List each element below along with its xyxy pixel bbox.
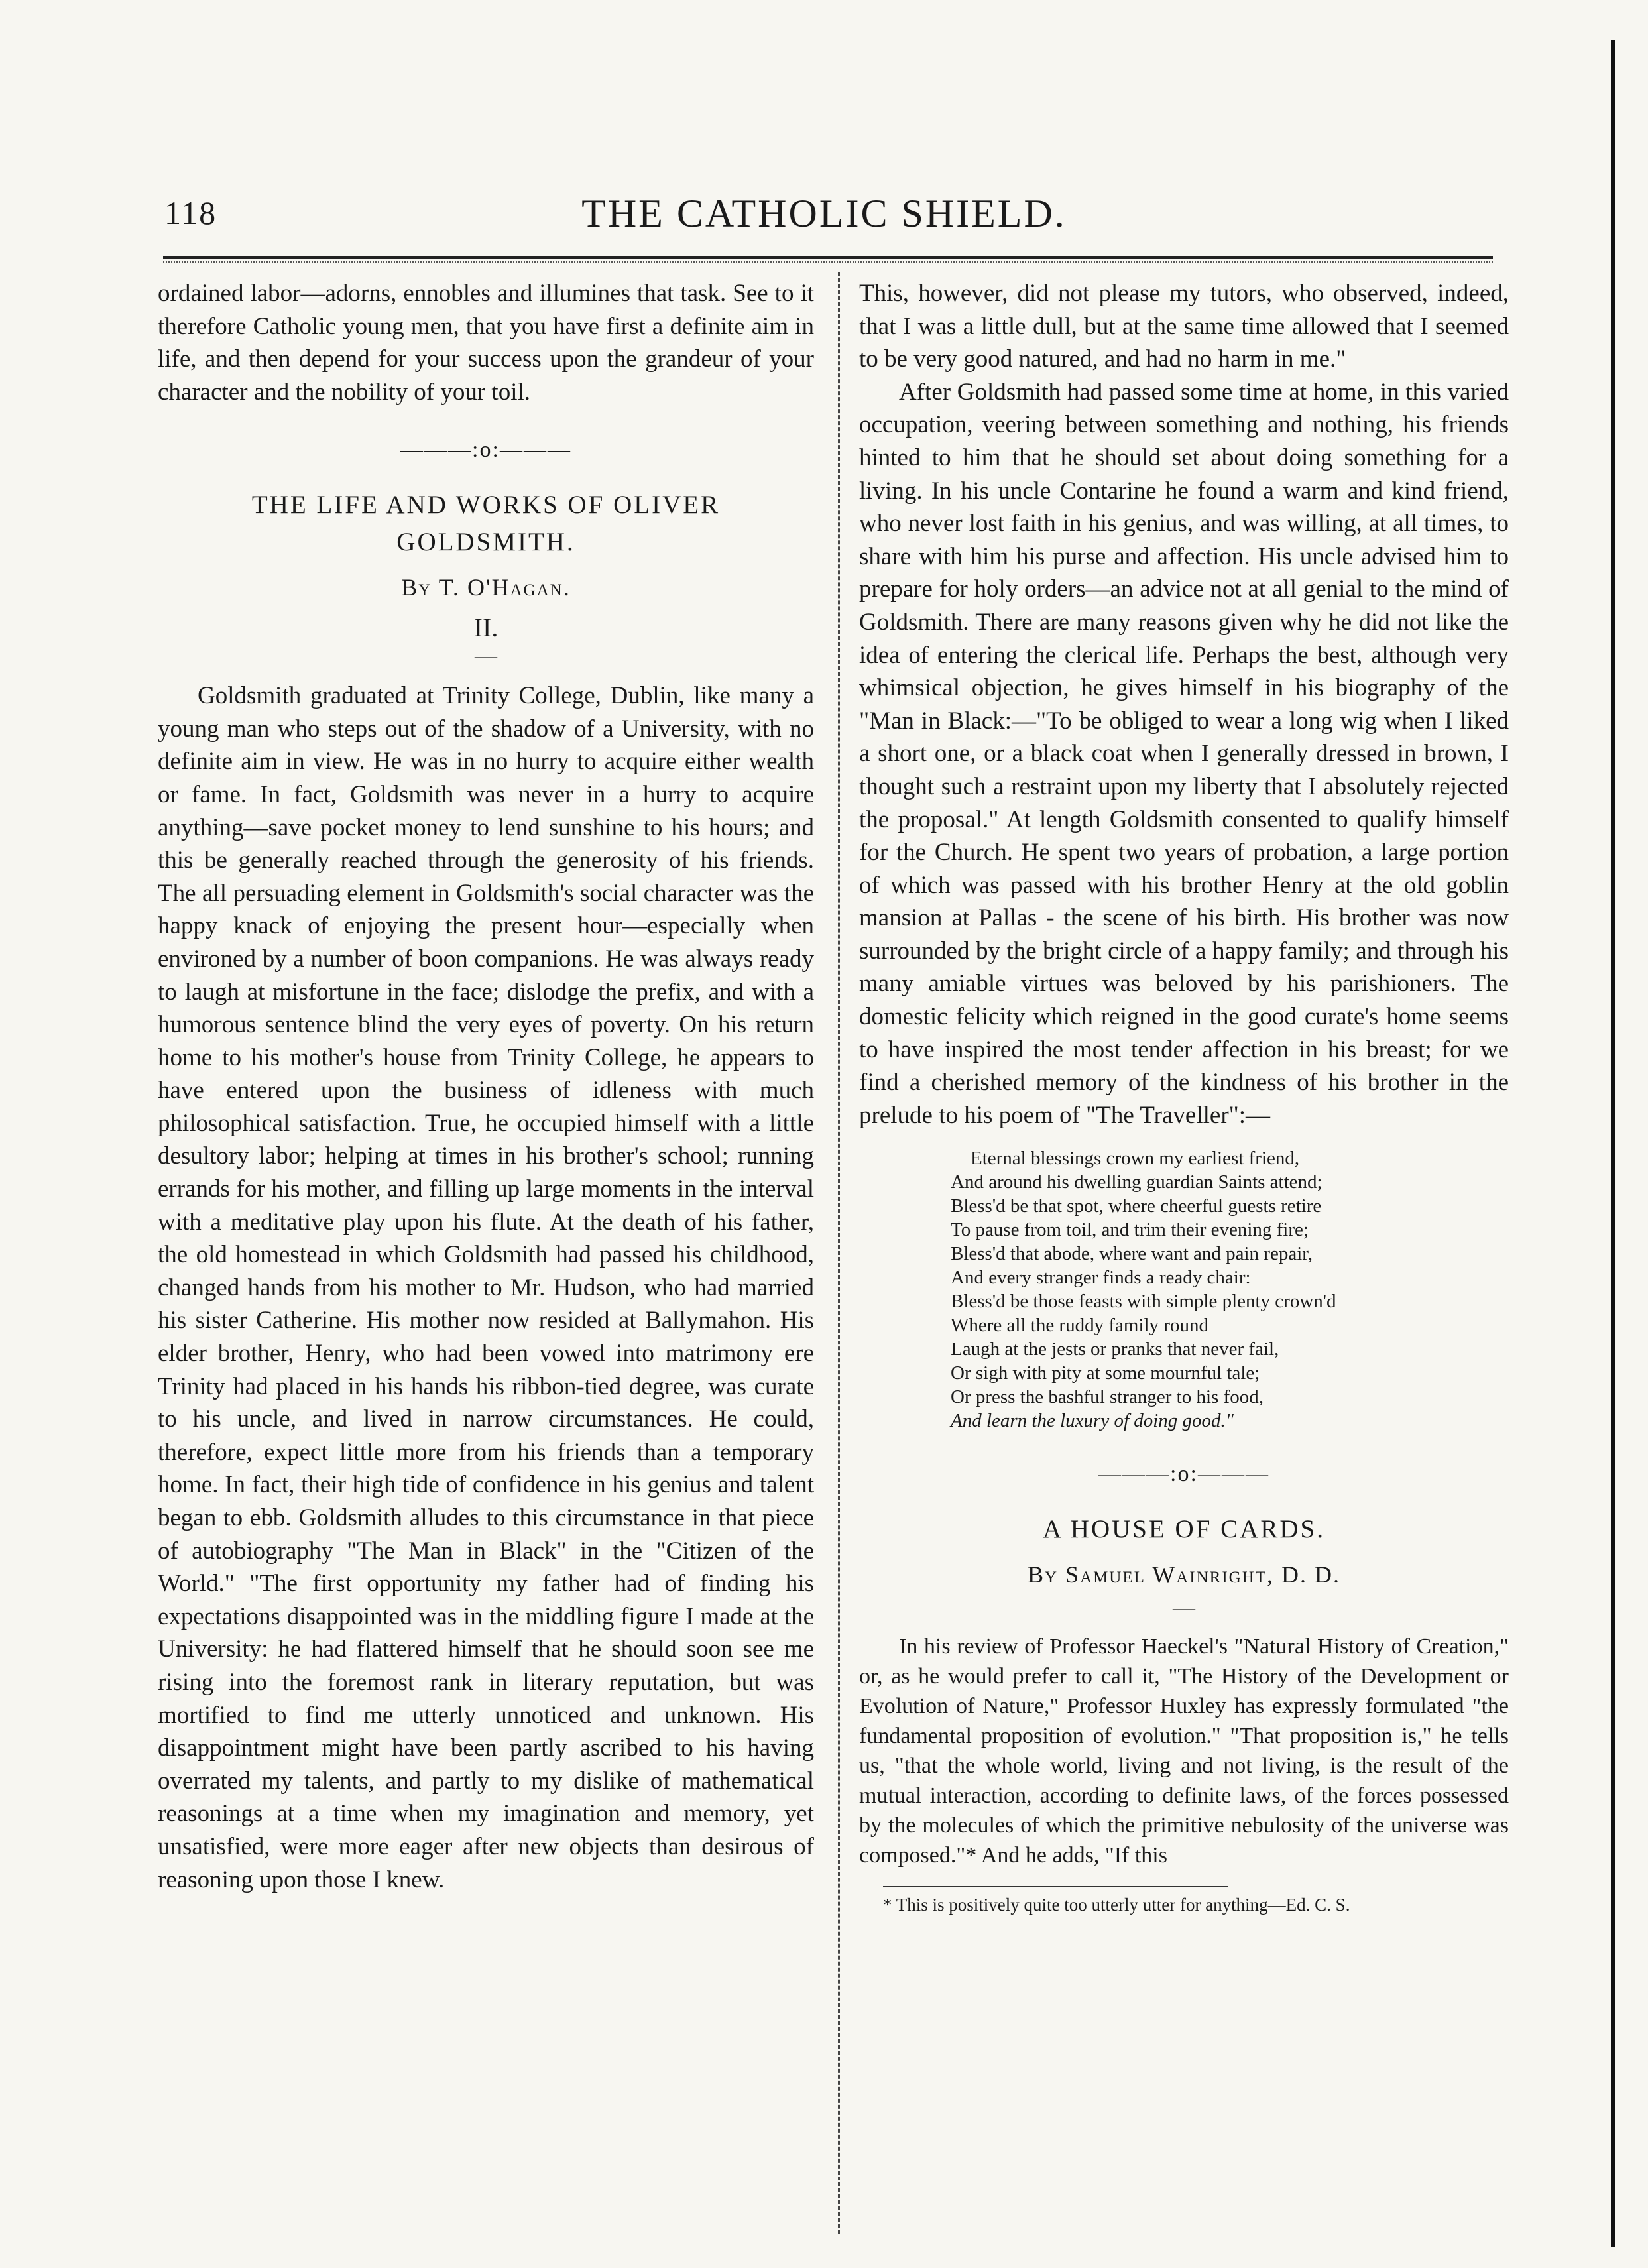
- page-number: 118: [164, 194, 217, 231]
- section-separator: ———:o:———: [400, 438, 571, 463]
- article-title: THE LIFE AND WORKS OF OLIVER GOLDSMITH.: [251, 490, 721, 556]
- poem-quote: [951, 1146, 1509, 1433]
- footnote-rule: [883, 1886, 1228, 1887]
- poem-line: To pause from toil, and trim their evening fire;: [951, 1219, 1309, 1241]
- article-byline: By T. O'Hagan.: [401, 573, 571, 601]
- article-body: Goldsmith graduated at Trinity College, Dublin, like many a young man who steps out of the shadow of a University, with no definite aim in view. He was in no hurry to acquire either wealth or fame. In fact, Goldsmith was never in a hurry to acquire anything—save pocket money to lend sunshine to his hours; and this be generally reached through the generosity of his friends. The all persuading element in Goldsmith's social character was the happy knack of enjoying the present hour—especially when environed by a number of boon companions. He was always ready to laugh at misfortune in the face; dislodge the prefix, and with a humorous sentence blind the very eyes of poverty. On his return home to his mother's house from Trinity College, he appears to have entered upon the business of idleness with much philosophical satisfaction. True, he occupied himself with a little desultory labor; helping at times in his brother's school; running errands for his mother, and filling up large moments in the interval with a meditative play upon his flute. At the death of his father, the old homestead in which Goldsmith had passed his childhood, changed hands from his mother to Mr. Hudson, who had married his sister Catherine. His mother now resided at Ballymahon. His elder brother, Henry, who had been vowed into matrimony ere Trinity had placed in his hands his ribbon-tied degree, was curate to his uncle, and lived in narrow circumstances. He could, therefore, expect little more from his friends than a temporary home. In fact, their high tide of confidence in his genius and talent began to ebb. Goldsmith alludes to this circumstance in that piece of autobiography "The Man in Black" in the "Citizen of the World." "The first opportunity my father had of finding his expectations disappointed was in the middling figure I made at the University: he had flattered himself that he should soon see me rising into the foremost rank in literary reputation, but was mortified to find me utterly unnoticed and unknown. His disappointment might have been partly ascribed to his having overrated my talents, and partly to my dislike of mathematical reasonings at a time when my imagination and memory, yet unsatisfied, were more eager after new objects than desirous of reasoning upon those I knew.: [158, 682, 814, 1893]
- poem-line: And every stranger finds a ready chair:: [951, 1267, 1251, 1289]
- footnote: * This is positively quite too utterly utter for anything—Ed. C. S.: [883, 1894, 1350, 1915]
- article-title: A HOUSE OF CARDS.: [1043, 1515, 1325, 1544]
- left-column: [158, 277, 814, 1896]
- article-body: In his review of Professor Haeckel's "Natural History of Creation," or, as he would prefer to call it, "The History of the Development or Evolution of Nature," Professor Huxley has expressly formulated "the fundamental proposition of evolution." "That proposition is," he tells us, "that the whole world, living and not living, is the result of the mutual interaction, according to definite laws, of the forces possessed by the molecules of which the primitive nebulosity of the universe was composed."* And he adds, "If this: [859, 1634, 1509, 1868]
- title-dash: —: [475, 644, 497, 669]
- poem-line: And around his dwelling guardian Saints attend;: [951, 1171, 1323, 1193]
- poem-line: Bless'd be that spot, where cheerful guests retire: [951, 1195, 1322, 1217]
- poem-line: Or sigh with pity at some mournful tale;: [951, 1362, 1260, 1384]
- part-numeral: II.: [473, 612, 499, 642]
- poem-line: And learn the luxury of doing good.": [951, 1410, 1234, 1432]
- opening-paragraph: ordained labor—adorns, ennobles and illumines that task. See to it therefore Catholic young men, that you have first a definite aim in life, and then depend for your success upon the grandeur of your character and the nobility of your toil.: [158, 280, 814, 406]
- poem-line: Bless'd be those feasts with simple plenty crown'd: [951, 1291, 1336, 1313]
- header-rule: [163, 256, 1493, 259]
- binding-edge-line: [1611, 40, 1615, 2247]
- article-byline: By Samuel Wainright, D. D.: [1027, 1561, 1341, 1588]
- poem-line: Eternal blessings crown my earliest friend,: [971, 1148, 1300, 1169]
- page-title: THE CATHOLIC SHIELD.: [581, 192, 1067, 235]
- poem-line: Laugh at the jests or pranks that never fail,: [951, 1339, 1279, 1360]
- poem-line: Or press the bashful stranger to his food,: [951, 1386, 1264, 1408]
- section-separator: ———:o:———: [1098, 1462, 1269, 1487]
- right-column: [859, 277, 1509, 1917]
- column-divider: [838, 272, 840, 2234]
- header-rule-dotted: [163, 261, 1493, 263]
- article-paragraph: After Goldsmith had passed some time at home, in this varied occupation, veering between something and nothing, his friends hinted to him that he should set about doing something for a living. In his uncle Contarine he found a warm and kind friend, who never lost faith in his genius, and was willing, at all times, to share with him his purse and affection. His uncle advised him to prepare for holy orders—an advice not at all genial to the mind of Goldsmith. There are many reasons given why he did not like the idea of entering the clerical life. Perhaps the best, although very whimsical objection, he gives himself in his biography of the "Man in Black:—"To be obliged to wear a long wig when I liked a short one, or a black coat when I generally dressed in brown, I thought such a restraint upon my liberty that I absolutely rejected the proposal." At length Goldsmith consented to qualify himself for the Church. He spent two years of probation, a large portion of which was passed with his brother Henry at the old goblin mansion at Pallas - the scene of his birth. His brother was now surrounded by the bright circle of a happy family; and through his many amiable virtues was beloved by his parishioners. The domestic felicity which reigned in the good curate's home seems to have inspired the most tender affection in his breast; for we find a cherished memory of the kindness of his brother in the prelude to his poem of "The Traveller":—: [859, 378, 1509, 1129]
- continuation-paragraph: This, however, did not please my tutors, who observed, indeed, that I was a little dull, but at the same time allowed that I seemed to be very good natured, and had no harm in me.": [859, 280, 1509, 373]
- poem-line: Where all the ruddy family round: [951, 1315, 1208, 1337]
- poem-line: Bless'd that abode, where want and pain repair,: [951, 1243, 1313, 1265]
- title-dash: —: [1173, 1595, 1195, 1620]
